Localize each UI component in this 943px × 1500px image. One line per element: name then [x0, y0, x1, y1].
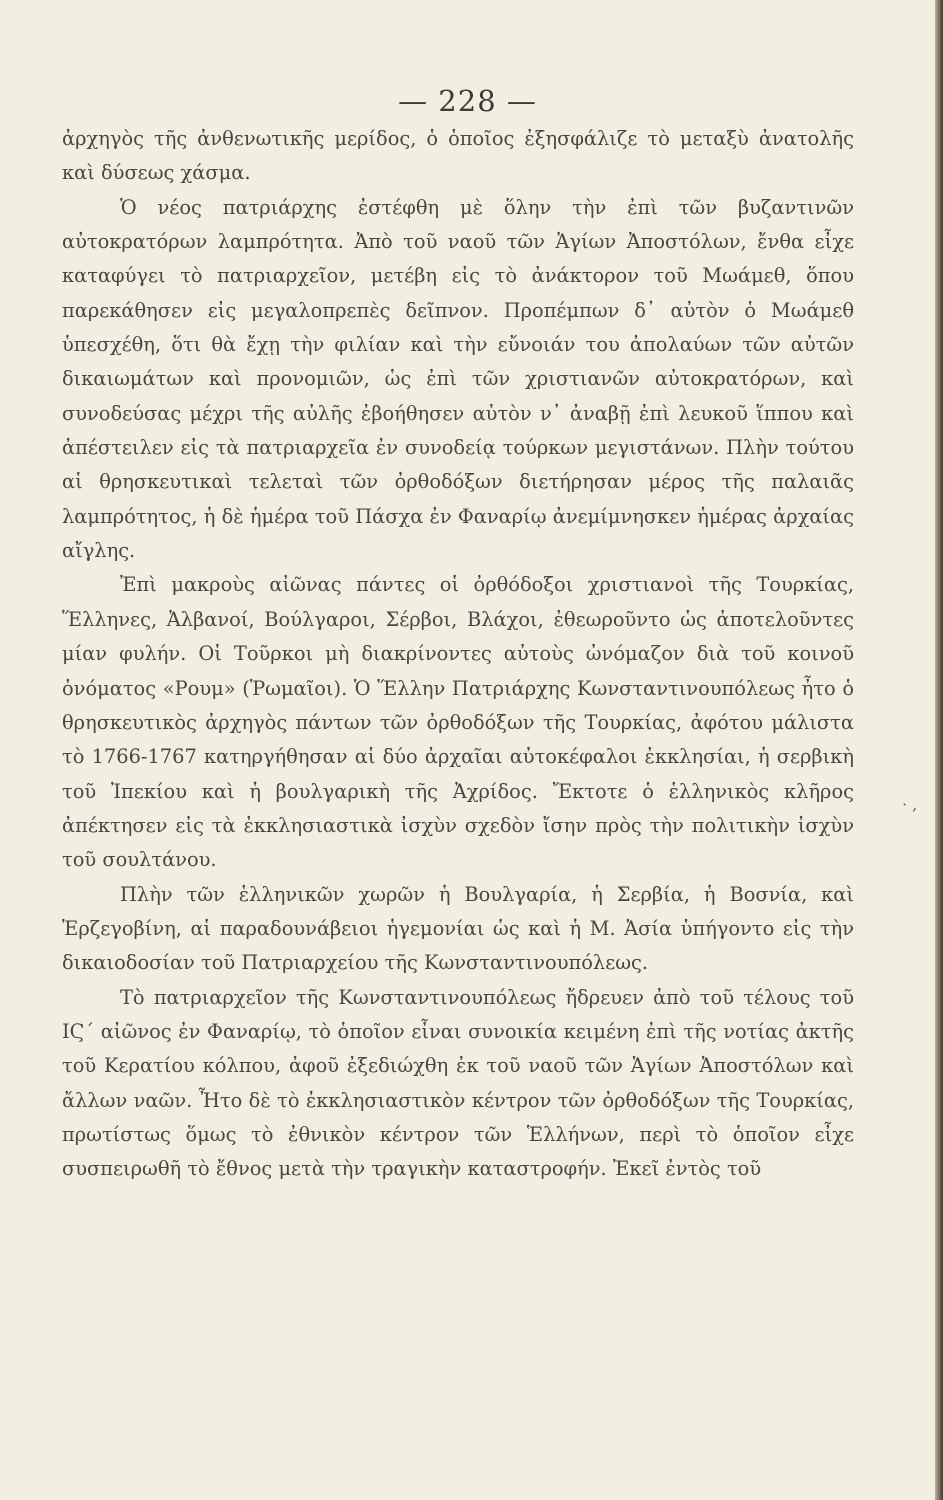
paragraph-3: Ἐπὶ μακροὺς αἰῶνας πάντες οἱ ὀρθόδοξοι χριστιανοὶ τῆς Τουρκίας, Ἕλληνες, Ἀλβανοί, Βούλγαροι, Σέρβοι, Βλάχοι, ἐθεωροῦντο ὡς ἀποτελοῦντες μίαν φυλήν. Οἱ Τοῦρκοι μὴ διακρίνοντες αὐτοὺς ὠνόμαζον διὰ τοῦ κοινοῦ ὀνόματος «Ρουμ» (Ῥωμαῖοι). Ὁ Ἕλλην Πατριάρχης Κωνσταντινουπόλεως ἦτο ὁ θρησκευτικὸς ἀρχηγὸς πάντων τῶν ὀρθοδόξων τῆς Τουρκίας, ἀφότου μάλιστα τὸ 1766-1767 κατηργήθησαν αἱ δύο ἀρχαῖαι αὐτοκέφαλοι ἐκκλησίαι, ἡ σερβικὴ τοῦ Ἰπεκίου καὶ ἡ βουλγαρικὴ τῆς Ἀχρίδος. Ἔκτοτε ὁ ἑλληνικὸς κλῆρος ἀπέκτησεν εἰς τὰ ἐκκλησιαστικὰ ἰσχὺν σχεδὸν ἴσην πρὸς τὴν πολιτικὴν ἰσχὺν τοῦ σουλτάνου. — [62, 573, 854, 872]
paragraph-2: Ὁ νέος πατριάρχης ἐστέφθη μὲ ὅλην τὴν ἐπὶ τῶν βυζαντινῶν αὐτοκρατόρων λαμπρότητα. Ἀπὸ τοῦ ναοῦ τῶν Ἁγίων Ἀποστόλων, ἔνθα εἶχε καταφύγει τὸ πατριαρχεῖον, μετέβη εἰς τὸ ἀνάκτορον τοῦ Μωάμεθ, ὅπου παρεκάθησεν εἰς μεγαλοπρεπὲς δεῖπνον. Προπέμπων δ᾽ αὐτὸν ὁ Μωάμεθ ὑπεσχέθη, ὅτι θὰ ἔχῃ τὴν φιλίαν καὶ τὴν εὔνοιάν του ἀπολαύων τῶν αὐτῶν δικαιωμάτων καὶ προνομιῶν, ὡς ἐπὶ τῶν χριστιανῶν αὐτοκρατόρων, καὶ συνοδεύσας μέχρι τῆς αὐλῆς ἐβοήθησεν αὐτὸν ν᾽ ἀναβῇ ἐπὶ λευκοῦ ἵππου καὶ ἀπέστειλεν εἰς τὰ πατριαρχεῖα ἐν συνοδείᾳ τούρκων μεγιστάνων. Πλὴν τούτου αἱ θρησκευτικαὶ τελεταὶ τῶν ὀρθοδόξων διετήρησαν μέρος τῆς παλαιᾶς λαμπρότητος, ἡ δὲ ἡμέρα τοῦ Πάσχα ἐν Φαναρίῳ ἀνεμίμνησκεν ἡμέρας ἀρχαίας αἴγλης. — [62, 195, 854, 563]
page-edge — [935, 0, 943, 1500]
paragraph-1: ἀρχηγὸς τῆς ἀνθενωτικῆς μερίδος, ὁ ὁποῖος ἐξησφάλιζε τὸ μεταξὺ ἀνατολῆς καὶ δύσεως χάσμα. — [62, 127, 854, 185]
paragraph-4: Πλὴν τῶν ἑλληνικῶν χωρῶν ἡ Βουλγαρία, ἡ Σερβία, ἡ Βοσνία, καὶ Ἑρζεγοβίνη, αἱ παραδουνάβειοι ἡγεμονίαι ὡς καὶ ἡ Μ. Ἀσία ὑπήγοντο εἰς τὴν δικαιοδοσίαν τοῦ Πατριαρχείου τῆς Κωνσταντινουπόλεως. — [62, 882, 854, 975]
margin-mark: · , — [902, 795, 918, 814]
body-text — [62, 122, 854, 1187]
paragraph-5: Τὸ πατριαρχεῖον τῆς Κωνσταντινουπόλεως ἤδρευεν ἀπὸ τοῦ τέλους τοῦ ΙϚ´ αἰῶνος ἐν Φαναρίῳ, τὸ ὁποῖον εἶναι συνοικία κειμένη ἐπὶ τῆς νοτίας ἀκτῆς τοῦ Κερατίου κόλπου, ἀφοῦ ἐξεδιώχθη ἐκ τοῦ ναοῦ τῶν Ἁγίων Ἀποστόλων καὶ ἄλλων ναῶν. Ἦτο δὲ τὸ ἐκκλησιαστικὸν κέντρον τῶν ὀρθοδόξων τῆς Τουρκίας, πρωτίστως ὅμως τὸ ἐθνικὸν κέντρον τῶν Ἑλλήνων, περὶ τὸ ὁποῖον εἶχε συσπειρωθῆ τὸ ἔθνος μετὰ τὴν τραγικὴν καταστροφήν. Ἐκεῖ ἐντὸς τοῦ — [62, 985, 854, 1181]
page-number: — 228 — — [398, 84, 537, 118]
